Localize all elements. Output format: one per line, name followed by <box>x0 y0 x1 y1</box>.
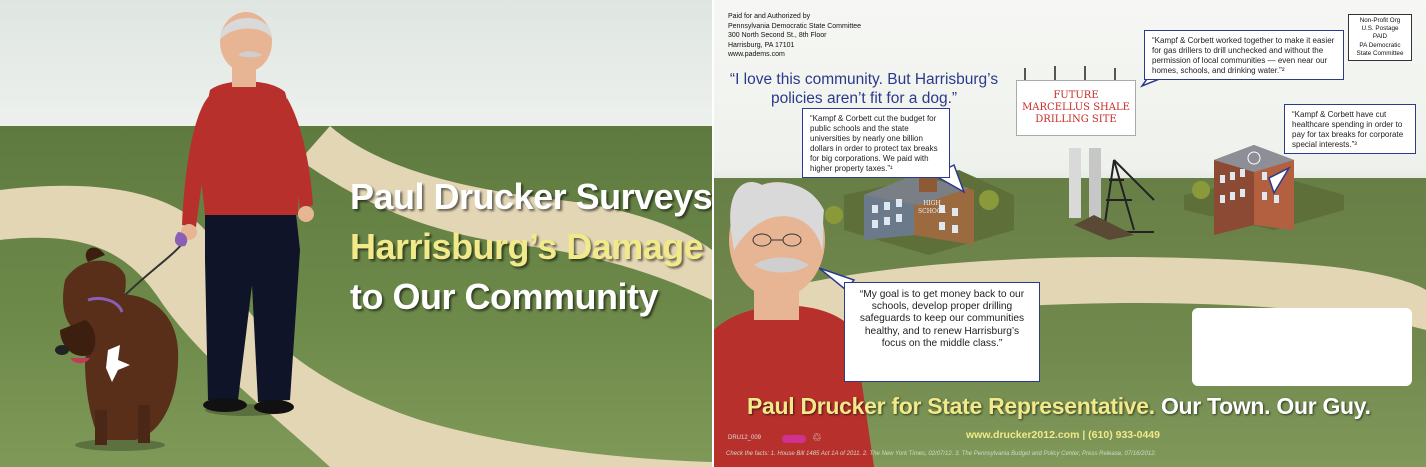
headline-line2: Harrisburg’s Damage <box>350 226 704 267</box>
postage-line: PAID <box>1372 33 1388 41</box>
postage-indicia <box>1348 14 1412 61</box>
paid-by-line: Pennsylvania Democratic State Committee <box>728 22 862 30</box>
hospital-building <box>1184 145 1344 235</box>
sign-line: DRILLING SITE <box>1035 114 1117 125</box>
drilling-site-sign <box>1016 80 1136 136</box>
tagline <box>747 393 1371 420</box>
tagline-candidate: Paul Drucker for State Representative. <box>747 393 1155 419</box>
main-quote-line: “I love this community. But Harrisburg’s <box>729 71 999 88</box>
tagline-slogan: Our Town. Our Guy. <box>1160 393 1371 419</box>
headline-line3: to Our Community <box>350 276 658 317</box>
contact-info: www.drucker2012.com | (610) 933-0449 <box>966 429 1160 441</box>
postage-line: U.S. Postage <box>1361 25 1399 33</box>
postage-line: Non-Profit Org <box>1359 17 1401 24</box>
mailer-code: DRU12_009 <box>728 435 762 441</box>
main-quote-line: policies aren’t fit for a dog.” <box>770 90 958 107</box>
mailing-address-box <box>1192 308 1412 386</box>
paid-for-disclaimer <box>728 12 861 60</box>
postage-line: State Committee <box>1356 49 1404 57</box>
recycle-icon: ♲ <box>812 432 822 444</box>
sign-line: MARCELLUS SHALE <box>1022 102 1130 113</box>
sign-line: FUTURE <box>1053 90 1099 101</box>
headline-line1: Paul Drucker Surveys <box>350 176 712 217</box>
paid-by-line: www.padems.com <box>728 51 785 59</box>
paid-by-line: Harrisburg, PA 17101 <box>728 41 795 49</box>
left-panel <box>0 0 712 467</box>
postage-line: PA Democratic <box>1359 41 1401 49</box>
speech-bubble-healthcare: “Kampf & Corbett have cut healthcare spending in order to pay for tax breaks for corporate special interests.”³ <box>1284 104 1416 154</box>
speech-bubble-schools: “Kampf & Corbett cut the budget for public schools and the state universities by nearly one billion dollars in order to protect tax breaks for big corporations. We paid with higher property taxes.”¹ <box>802 108 950 178</box>
speech-bubble-drilling: “Kampf & Corbett worked together to make it easier for gas drillers to drill unchecked and without the permission of local communities — even near our homes, schools, and drinking water.”² <box>1144 30 1344 80</box>
paid-by-line: 300 North Second St., 8th Floor <box>728 32 827 40</box>
fact-check-footnotes: Check the facts: 1. House Bill 1485 Act 1A of 2011. 2. The New York Times, 02/07/12. 3. The Pennsylvania Budget and Policy Center, Press Release, 07/16/2012. <box>726 451 1157 457</box>
paid-by-line: Paid for and Authorized by <box>728 13 811 20</box>
school-sign <box>918 200 946 216</box>
right-panel <box>714 0 1426 467</box>
school-sign-line: SCHOOL <box>918 208 946 215</box>
main-quote <box>714 70 1014 108</box>
speech-bubble-goal: “My goal is to get money back to our schools, develop proper drilling safeguards to keep our communities healthy, and to renew Harrisburg’s focus on the middle class.” <box>844 282 1040 382</box>
union-bug-badge <box>782 435 806 443</box>
school-sign-line: HIGH <box>923 200 941 207</box>
